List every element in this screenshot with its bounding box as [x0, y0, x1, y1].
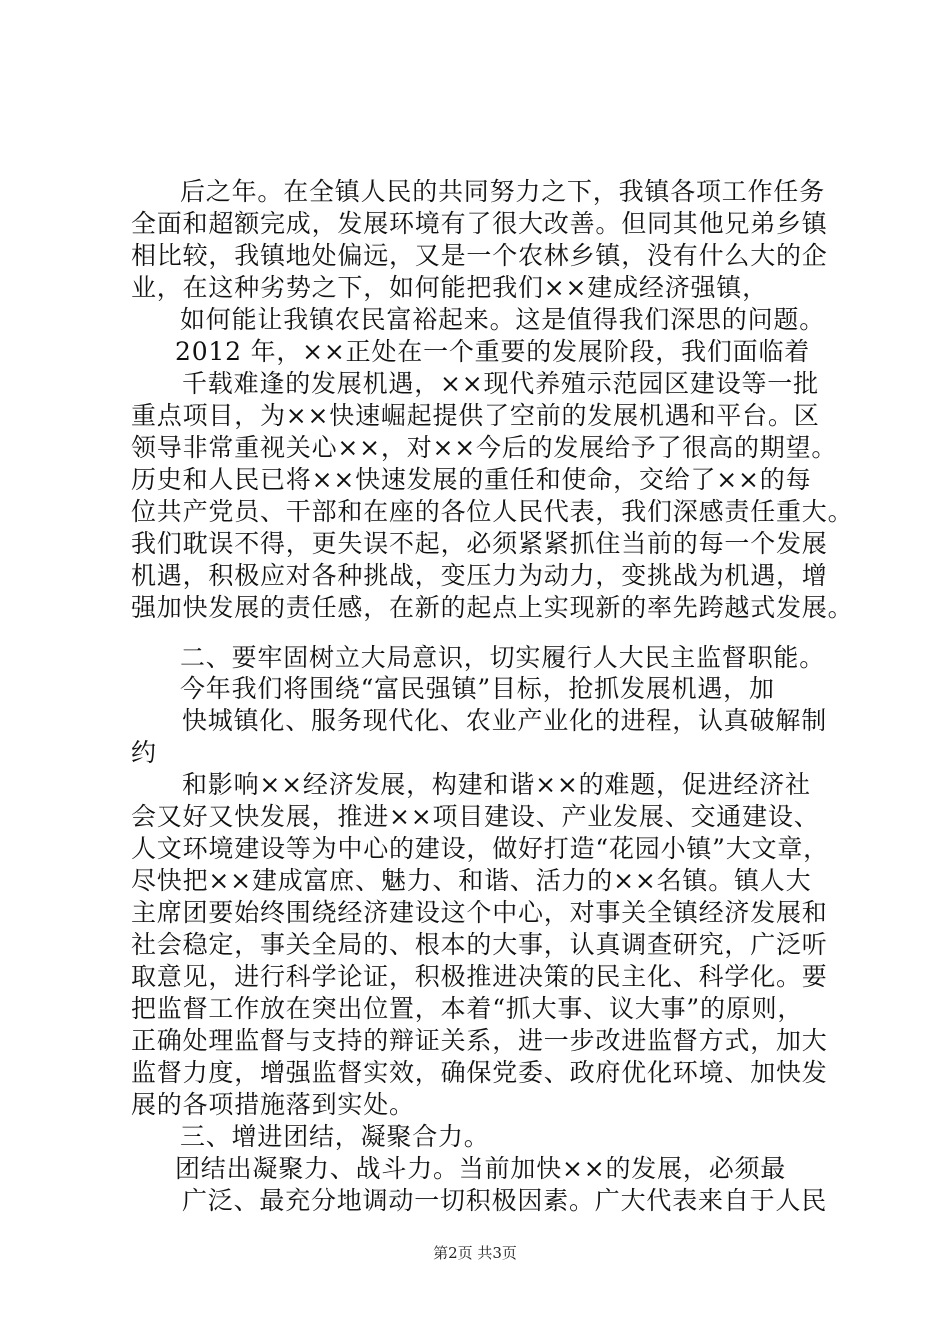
text-line: 人文环境建设等为中心的建设，做好打造“花园小镇”大文章， — [131, 834, 829, 863]
text-line: 主席团要始终围绕经济建设这个中心，对事关全镇经济发展和 — [131, 898, 828, 927]
text-line: 我们耽误不得，更失误不起，必须紧紧抓住当前的每一个发展 — [131, 529, 828, 558]
text-line: 广泛、最充分地调动一切积极因素。广大代表来自于人民 — [182, 1186, 828, 1215]
text-line: 把监督工作放在突出位置，本着“抓大事、议大事”的原则， — [131, 994, 804, 1023]
text-line: 如何能让我镇农民富裕起来。这是值得我们深思的问题。 — [180, 305, 826, 334]
text-line: 千载难逢的发展机遇，××现代养殖示范园区建设等一批 — [182, 369, 819, 398]
text-line: 领导非常重视关心××，对××今后的发展给予了很高的期望。 — [131, 433, 838, 462]
section-heading: 二、要牢固树立大局意识，切实履行人大民主监督职能。 — [180, 643, 826, 672]
text-line: 今年我们将围绕“富民强镇”目标，抢抓发展机遇，加 — [180, 674, 775, 703]
text-line: 社会稳定，事关全局的、根本的大事，认真调查研究，广泛听 — [131, 930, 828, 959]
text-line: 监督力度，增强监督实效，确保党委、政府优化环境、加快发 — [131, 1058, 828, 1087]
text-line: 重点项目，为××快速崛起提供了空前的发展机遇和平台。区 — [131, 401, 820, 430]
section-heading: 三、增进团结，凝聚合力。 — [180, 1122, 490, 1151]
text-line: 和影响××经济发展，构建和谐××的难题，促进经济社 — [182, 770, 811, 799]
text-line: 历史和人民已将××快速发展的重任和使命，交给了××的每 — [131, 465, 812, 494]
text-line: 团结出凝聚力、战斗力。当前加快××的发展，必须最 — [175, 1154, 787, 1183]
text-line: 后之年。在全镇人民的共同努力之下，我镇各项工作任务 — [180, 177, 826, 206]
text-line: 会又好又快发展，推进××项目建设、产业发展、交通建设、 — [131, 802, 820, 831]
text-line: 强加快发展的责任感，在新的起点上实现新的率先跨越式发展。 — [131, 593, 854, 622]
text-line: 机遇，积极应对各种挑战，变压力为动力，变挑战为机遇，增 — [131, 561, 828, 590]
text-line: 展的各项措施落到实处。 — [131, 1090, 415, 1119]
text-line: 正确处理监督与支持的辩证关系，进一步改进监督方式，加大 — [131, 1026, 828, 1055]
text-line: 取意见，进行科学论证，积极推进决策的民主化、科学化。要 — [131, 962, 828, 991]
text-line: 相比较，我镇地处偏远，又是一个农林乡镇，没有什么大的企 — [131, 241, 828, 270]
text-line: 业，在这种劣势之下，如何能把我们××建成经济强镇， — [131, 273, 768, 302]
text-line: 全面和超额完成，发展环境有了很大改善。但同其他兄弟乡镇 — [131, 209, 828, 238]
text-line: 位共产党员、干部和在座的各位人民代表，我们深感责任重大。 — [131, 497, 854, 526]
text-line: 快城镇化、服务现代化、农业产业化的进程，认真破解制 — [182, 706, 828, 735]
text-line: 约 — [131, 738, 157, 767]
text-line: 2012 年，××正处在一个重要的发展阶段，我们面临着 — [175, 337, 811, 366]
page-footer: 第2页 共3页 — [433, 1244, 517, 1262]
text-line: 尽快把××建成富庶、魅力、和谐、活力的××名镇。镇人大 — [131, 866, 812, 895]
